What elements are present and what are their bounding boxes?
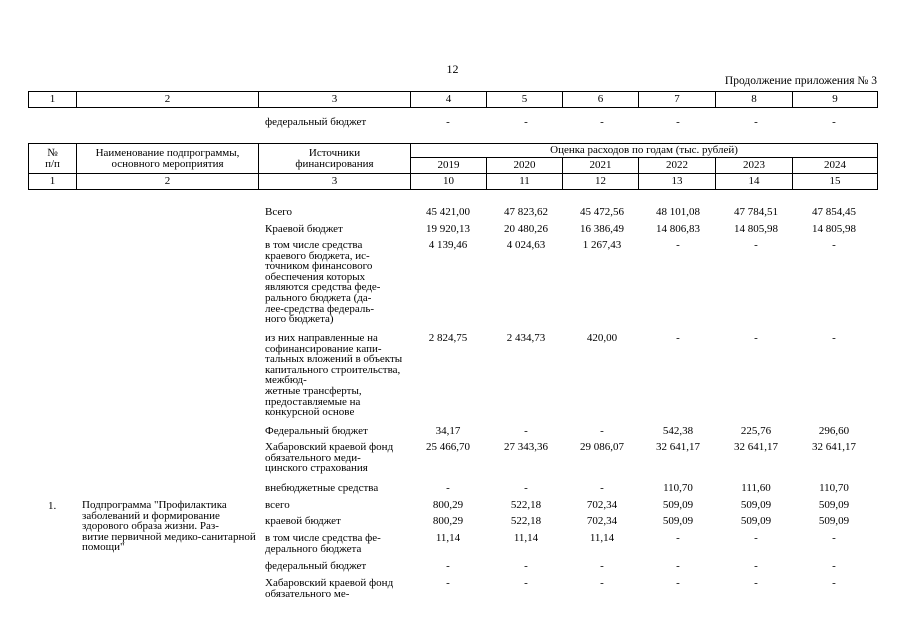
top-row-value: - xyxy=(676,116,680,128)
row-value: - xyxy=(832,332,836,344)
header-col-no: № п/п xyxy=(29,144,77,174)
row-value: 11,14 xyxy=(435,532,461,544)
row-value: 20 480,26 xyxy=(504,223,548,235)
top-header-row xyxy=(29,92,878,108)
row-value: 14 805,98 xyxy=(734,223,778,235)
row-value: 110,70 xyxy=(819,482,849,494)
row-source: всего xyxy=(265,499,290,511)
header-number: 3 xyxy=(259,174,411,190)
row-value: - xyxy=(754,532,758,544)
header-number: 11 xyxy=(487,174,563,190)
top-row-value: - xyxy=(754,116,758,128)
row-source: в том числе средства краевого бюджета, ис- точником финансового обеспечения которых являются средства феде- рального бюджета (да- лее-средства федераль- ного бюджета) xyxy=(265,239,381,326)
row-value: 45 472,56 xyxy=(580,206,624,218)
row-value: - xyxy=(524,577,528,589)
top-header-cell: 1 xyxy=(29,92,77,108)
row-value: - xyxy=(832,560,836,572)
row-value: 32 641,17 xyxy=(734,441,778,453)
header-number: 12 xyxy=(563,174,639,190)
top-row-value: - xyxy=(524,116,528,128)
row-source: Федеральный бюджет xyxy=(265,425,368,437)
row-value: 4 024,63 xyxy=(506,239,546,251)
row-value: 509,09 xyxy=(662,515,694,527)
page-number: 12 xyxy=(446,62,459,76)
row-value: - xyxy=(446,482,450,494)
header-year: 2021 xyxy=(563,158,639,174)
row-value: 16 386,49 xyxy=(580,223,624,235)
row-value: - xyxy=(524,425,528,437)
row-value: 47 823,62 xyxy=(504,206,548,218)
header-number: 15 xyxy=(793,174,878,190)
row-value: 11,14 xyxy=(589,532,615,544)
top-header-cell: 2 xyxy=(77,92,259,108)
row-value: - xyxy=(754,239,758,251)
header-number: 14 xyxy=(716,174,793,190)
header-year: 2022 xyxy=(639,158,716,174)
header-col-source: Источники финансирования xyxy=(259,144,411,174)
row-value: 522,18 xyxy=(510,499,542,511)
row-value: 702,34 xyxy=(586,515,618,527)
row-value: - xyxy=(524,560,528,572)
row-value: - xyxy=(676,577,680,589)
row-value: - xyxy=(676,560,680,572)
row-value: 47 854,45 xyxy=(812,206,856,218)
row-value: 800,29 xyxy=(432,499,464,511)
row-source: федеральный бюджет xyxy=(265,560,367,572)
row-value: 111,60 xyxy=(741,482,771,494)
header-year: 2019 xyxy=(411,158,487,174)
row-value: 14 805,98 xyxy=(812,223,856,235)
row-value: 45 421,00 xyxy=(426,206,470,218)
row-value: - xyxy=(600,482,604,494)
row-value: 25 466,70 xyxy=(426,441,470,453)
row-value: - xyxy=(754,577,758,589)
top-header-cell: 5 xyxy=(487,92,563,108)
row-value: 296,60 xyxy=(818,425,850,437)
row-value: 11,14 xyxy=(513,532,539,544)
row-value: 2 824,75 xyxy=(428,332,468,344)
row-value: - xyxy=(832,577,836,589)
row-source: Всего xyxy=(265,206,292,218)
top-header-cell: 7 xyxy=(639,92,716,108)
row-value: 19 920,13 xyxy=(426,223,470,235)
row-value: 800,29 xyxy=(432,515,464,527)
row-value: - xyxy=(754,332,758,344)
top-header-cell: 6 xyxy=(563,92,639,108)
row-value: 4 139,46 xyxy=(428,239,468,251)
header-col-name: Наименование подпрограммы, основного мероприятия xyxy=(77,144,259,174)
header-year: 2020 xyxy=(487,158,563,174)
row-value: 509,09 xyxy=(818,515,850,527)
row-value: 32 641,17 xyxy=(656,441,700,453)
row-value: 2 434,73 xyxy=(506,332,546,344)
header-group-title: Оценка расходов по годам (тыс. рублей) xyxy=(411,144,878,158)
row-value: 509,09 xyxy=(818,499,850,511)
row-value: 509,09 xyxy=(662,499,694,511)
row-value: 225,76 xyxy=(740,425,772,437)
subprogram-number: 1. xyxy=(48,500,57,512)
header-number: 2 xyxy=(77,174,259,190)
row-value: 1 267,43 xyxy=(582,239,622,251)
row-value: 32 641,17 xyxy=(812,441,856,453)
top-row-value: - xyxy=(446,116,450,128)
row-value: 47 784,51 xyxy=(734,206,778,218)
top-header-cell: 8 xyxy=(716,92,793,108)
top-header-cell: 9 xyxy=(793,92,878,108)
row-value: 522,18 xyxy=(510,515,542,527)
header-number: 10 xyxy=(411,174,487,190)
header-year: 2023 xyxy=(716,158,793,174)
row-value: - xyxy=(524,482,528,494)
row-value: - xyxy=(600,577,604,589)
header-year: 2024 xyxy=(793,158,878,174)
top-column-numbers-table xyxy=(28,91,878,108)
subprogram-name: Подпрограмма "Профилактика заболеваний и формирование здорового образа жизни. Раз- витие первичной медико-санитарной помощи" xyxy=(82,499,256,554)
row-value: - xyxy=(446,560,450,572)
main-header-table xyxy=(28,143,878,190)
row-source: из них направленные на софинансирование капи- тальных вложений в объекты капитального строительства, межбюд- жетные трансферты, предоставляемые на конкурсной основе xyxy=(265,332,403,419)
row-value: - xyxy=(676,332,680,344)
top-header-cell: 3 xyxy=(259,92,411,108)
row-value: 34,17 xyxy=(435,425,461,437)
row-value: - xyxy=(600,560,604,572)
top-row-value: - xyxy=(832,116,836,128)
row-value: - xyxy=(600,425,604,437)
row-value: - xyxy=(754,560,758,572)
row-value: 110,70 xyxy=(663,482,693,494)
row-value: - xyxy=(676,239,680,251)
continuation-label: Продолжение приложения № 3 xyxy=(724,75,877,87)
row-value: 29 086,07 xyxy=(580,441,624,453)
header-number: 1 xyxy=(29,174,77,190)
row-value: - xyxy=(676,532,680,544)
row-source: в том числе средства фе- дерального бюджета xyxy=(265,532,381,555)
row-value: 509,09 xyxy=(740,515,772,527)
row-source: краевой бюджет xyxy=(265,515,341,527)
top-row-value: - xyxy=(600,116,604,128)
row-source: внебюджетные средства xyxy=(265,482,379,494)
row-value: 14 806,83 xyxy=(656,223,700,235)
row-value: 48 101,08 xyxy=(656,206,700,218)
row-value: 509,09 xyxy=(740,499,772,511)
row-source: Краевой бюджет xyxy=(265,223,343,235)
row-value: 542,38 xyxy=(662,425,694,437)
row-value: 420,00 xyxy=(586,332,618,344)
row-source: Хабаровский краевой фонд обязательного меди- цинского страхования xyxy=(265,441,394,475)
header-number: 13 xyxy=(639,174,716,190)
row-value: - xyxy=(446,577,450,589)
top-header-cell: 4 xyxy=(411,92,487,108)
row-source: Хабаровский краевой фонд обязательного ме- xyxy=(265,577,394,600)
top-row-source: федеральный бюджет xyxy=(265,116,367,128)
row-value: - xyxy=(832,239,836,251)
row-value: 27 343,36 xyxy=(504,441,548,453)
row-value: - xyxy=(832,532,836,544)
row-value: 702,34 xyxy=(586,499,618,511)
